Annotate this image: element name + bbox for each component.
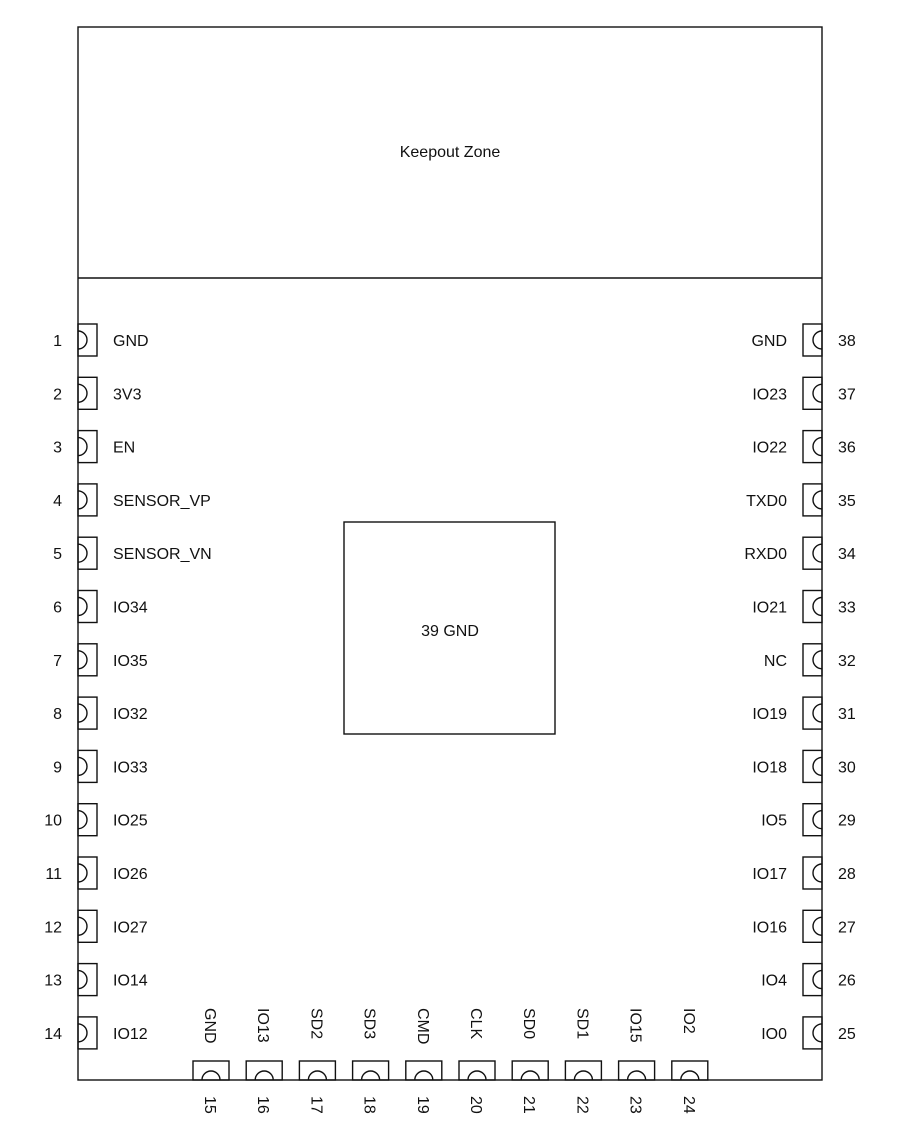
- pin-number: 25: [838, 1025, 856, 1043]
- left-pin: [53, 750, 148, 782]
- pin-number: 10: [44, 812, 62, 830]
- pin-number: 24: [679, 1096, 697, 1114]
- pin-number: 1: [53, 333, 62, 350]
- right-pin: [752, 697, 856, 729]
- bottom-pin: [619, 1008, 655, 1114]
- left-pin-column: [44, 324, 212, 1049]
- pin-arc: [628, 1071, 646, 1080]
- pin-arc: [78, 331, 87, 349]
- pin-label: IO22: [752, 439, 787, 457]
- pin-arc: [415, 1071, 433, 1080]
- pin-label: GND: [201, 1008, 218, 1044]
- pin-arc: [78, 704, 87, 722]
- pin-label: IO35: [113, 652, 148, 670]
- pin-label: IO32: [113, 706, 148, 724]
- pin-number: 14: [44, 1025, 62, 1043]
- pin-number: 6: [53, 599, 62, 617]
- pin-label: SD0: [520, 1008, 538, 1040]
- left-pin: [53, 431, 135, 463]
- pin-arc: [78, 598, 87, 616]
- pin-arc: [813, 331, 822, 349]
- pin-label: IO4: [761, 972, 787, 990]
- pin-label: IO33: [113, 759, 148, 777]
- pin-arc: [78, 971, 87, 989]
- pin-number: 3: [53, 439, 62, 457]
- pin-number: 33: [838, 599, 856, 617]
- left-pin: [44, 910, 148, 942]
- right-pin: [752, 857, 856, 889]
- left-pin: [53, 484, 211, 516]
- pin-label: IO5: [761, 812, 787, 830]
- pin-arc: [78, 438, 87, 456]
- pin-number: 13: [44, 972, 62, 990]
- pin-label: IO18: [752, 759, 787, 777]
- right-pin: [761, 964, 856, 996]
- pin-number: 22: [573, 1096, 591, 1114]
- pin-number: 7: [53, 652, 62, 670]
- pin-number: 34: [838, 546, 856, 564]
- right-pin: [761, 804, 856, 836]
- pin-label: IO2: [679, 1008, 697, 1034]
- bottom-pin: [299, 1008, 335, 1114]
- pin-label: RXD0: [744, 546, 787, 564]
- pin-arc: [813, 757, 822, 775]
- pin-label: CMD: [413, 1008, 431, 1045]
- pin-number: 38: [838, 333, 856, 350]
- pin-label: IO34: [113, 599, 148, 617]
- pin-label: NC: [763, 652, 787, 670]
- pin-number: 12: [44, 919, 62, 937]
- pin-label: 3V3: [113, 386, 142, 404]
- pin-number: 27: [838, 919, 856, 937]
- left-pin: [53, 644, 148, 676]
- bottom-pin: [512, 1008, 548, 1114]
- pin-number: 32: [838, 652, 856, 670]
- pin-label: SENSOR_VN: [113, 546, 212, 564]
- pin-number: 20: [467, 1096, 484, 1114]
- pin-number: 29: [838, 812, 856, 830]
- bottom-pin: [459, 1008, 495, 1114]
- pin-arc: [468, 1071, 486, 1080]
- pin-label: GND: [751, 333, 787, 350]
- right-pin: [752, 377, 856, 409]
- pin-number: 18: [360, 1096, 378, 1114]
- pin-label: SD1: [573, 1008, 591, 1040]
- left-pin: [53, 591, 148, 623]
- pin-arc: [78, 864, 87, 882]
- pin-label: TXD0: [746, 492, 787, 510]
- pin-label: IO13: [254, 1008, 272, 1043]
- pin-label: IO25: [113, 812, 148, 830]
- pin-number: 8: [53, 706, 62, 724]
- right-pin: [752, 910, 856, 942]
- left-pin: [53, 537, 212, 569]
- pin-label: IO15: [626, 1008, 644, 1043]
- pin-arc: [813, 704, 822, 722]
- pin-label: CLK: [467, 1008, 484, 1040]
- right-pin: [764, 644, 856, 676]
- bottom-pin: [406, 1008, 442, 1114]
- pin-label: IO27: [113, 919, 148, 937]
- pin-arc: [813, 544, 822, 562]
- pin-number: 26: [838, 972, 856, 990]
- pin-arc: [813, 438, 822, 456]
- pin-arc: [813, 864, 822, 882]
- right-pin: [744, 537, 856, 569]
- pin-arc: [78, 491, 87, 509]
- pin-number: 21: [520, 1096, 538, 1114]
- pin-arc: [813, 811, 822, 829]
- bottom-pin-row: [193, 1008, 708, 1114]
- left-pin: [44, 1017, 148, 1049]
- pin-arc: [574, 1071, 592, 1080]
- pin-label: SENSOR_VP: [113, 492, 211, 510]
- pin-number: 28: [838, 866, 856, 883]
- pin-arc: [78, 651, 87, 669]
- pin-arc: [78, 917, 87, 935]
- pin-number: 4: [53, 492, 62, 510]
- pin-number: 2: [53, 386, 62, 404]
- pin-arc: [78, 757, 87, 775]
- bottom-pin: [246, 1008, 282, 1114]
- pin-arc: [202, 1071, 220, 1080]
- pin-arc: [78, 384, 87, 402]
- pin-arc: [78, 811, 87, 829]
- pin-arc: [813, 491, 822, 509]
- pin-number: 30: [838, 759, 856, 777]
- bottom-pin: [672, 1008, 708, 1114]
- pin-arc: [813, 384, 822, 402]
- right-pin: [761, 1017, 856, 1049]
- pin-label: IO17: [752, 866, 787, 883]
- left-pin: [53, 697, 148, 729]
- pin-arc: [308, 1071, 326, 1080]
- pin-number: 23: [626, 1096, 644, 1114]
- pin-number: 35: [838, 492, 856, 510]
- right-pin: [752, 750, 856, 782]
- right-pin: [746, 484, 856, 516]
- pin-arc: [813, 598, 822, 616]
- right-pin: [752, 431, 856, 463]
- left-pin: [53, 324, 148, 356]
- pin-label: IO19: [752, 706, 787, 724]
- pin-label: IO21: [752, 599, 787, 617]
- pin-label: SD3: [360, 1008, 378, 1040]
- pin-arc: [813, 651, 822, 669]
- pin-label: EN: [113, 439, 136, 457]
- pin-number: 31: [838, 706, 856, 724]
- pin-label: IO16: [752, 919, 787, 937]
- left-pin: [45, 857, 147, 889]
- pin-label: IO26: [113, 866, 148, 883]
- right-pin: [752, 591, 856, 623]
- bottom-pin: [193, 1008, 229, 1114]
- right-pin-column: [744, 324, 856, 1049]
- pin-number: 36: [838, 439, 856, 457]
- pin-number: 15: [201, 1096, 218, 1114]
- pin-arc: [78, 544, 87, 562]
- pin-arc: [681, 1071, 699, 1080]
- pin-label: IO12: [113, 1025, 148, 1043]
- pin-number: 5: [53, 546, 62, 564]
- pin-label: IO14: [113, 972, 148, 990]
- pin-label: IO23: [752, 386, 787, 404]
- pin-number: 11: [45, 866, 62, 883]
- pin-number: 37: [838, 386, 856, 404]
- pin-label: GND: [113, 333, 149, 350]
- pin-number: 9: [53, 759, 62, 777]
- pin-number: 16: [254, 1096, 272, 1114]
- pin-label: SD2: [307, 1008, 325, 1040]
- pin-arc: [362, 1071, 380, 1080]
- bottom-pin: [565, 1008, 601, 1114]
- center-pad-label: 39 GND: [421, 623, 479, 640]
- pin-arc: [813, 971, 822, 989]
- pin-arc: [78, 1024, 87, 1042]
- pin-arc: [813, 1024, 822, 1042]
- pin-arc: [521, 1071, 539, 1080]
- left-pin: [53, 377, 141, 409]
- pin-arc: [813, 917, 822, 935]
- pin-arc: [255, 1071, 273, 1080]
- keepout-zone-label: Keepout Zone: [399, 144, 501, 161]
- pin-number: 19: [413, 1096, 431, 1114]
- bottom-pin: [353, 1008, 389, 1114]
- right-pin: [751, 324, 855, 356]
- left-pin: [44, 804, 148, 836]
- pin-number: 17: [307, 1096, 325, 1114]
- pin-label: IO0: [761, 1025, 787, 1043]
- left-pin: [44, 964, 148, 996]
